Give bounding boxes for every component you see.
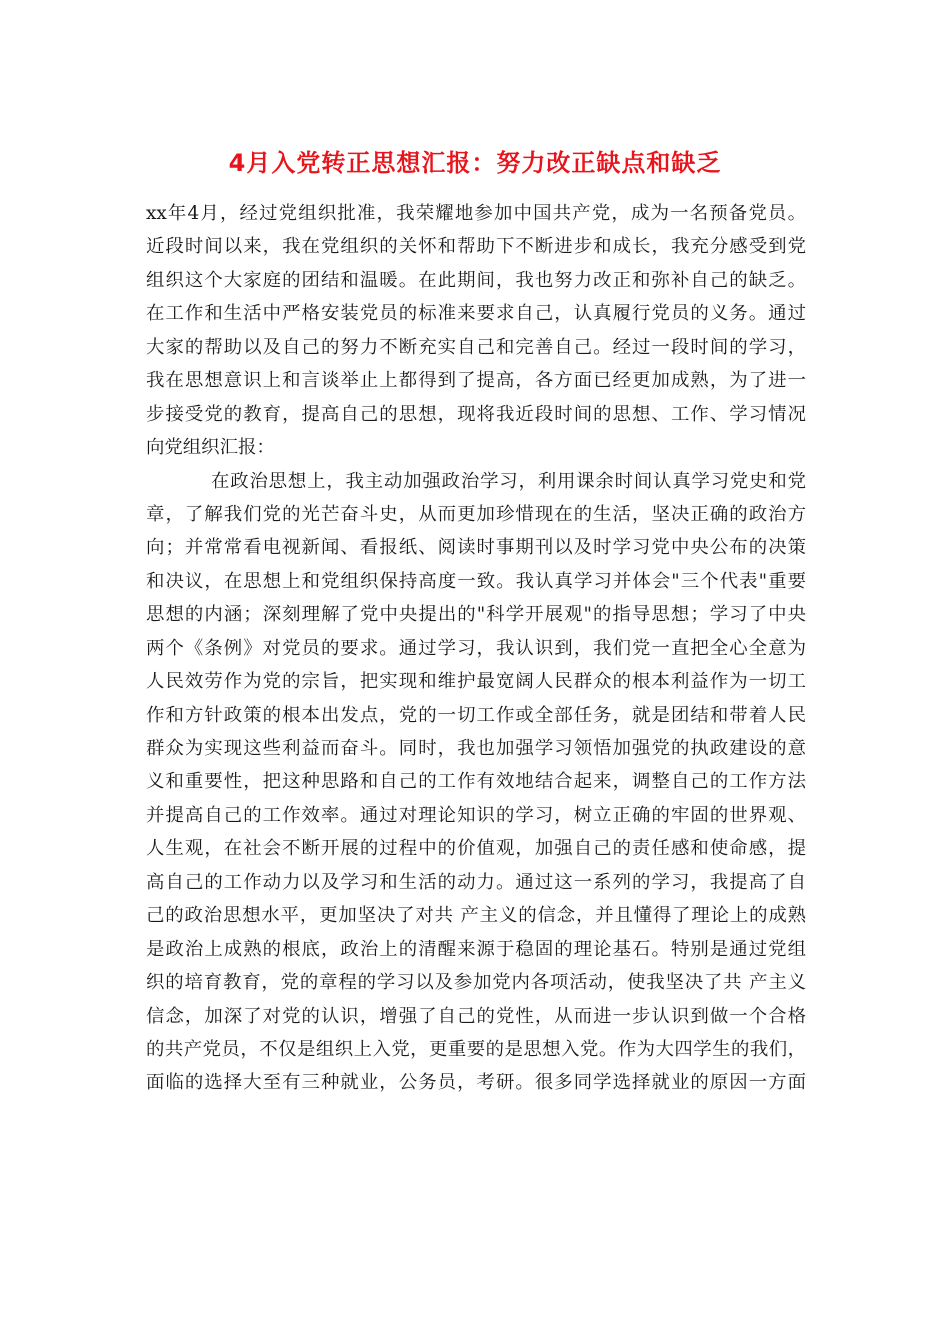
body-line: 两个《条例》对党员的要求。通过学习，我认识到，我们党一直把全心全意为 bbox=[146, 637, 806, 659]
body-line: 义和重要性，把这种思路和自己的工作有效地结合起来，调整自己的工作方法 bbox=[146, 771, 806, 793]
body-line: 信念，加深了对党的认识，增强了自己的党性，从而进一步认识到做一个合格 bbox=[146, 1005, 806, 1027]
body-line: 大家的帮助以及自己的努力不断充实自己和完善自己。经过一段时间的学习， bbox=[146, 336, 806, 358]
body-line: 高自己的工作动力以及学习和生活的动力。通过这一系列的学习，我提高了自 bbox=[146, 871, 806, 893]
document-title: 4月入党转正思想汇报：努力改正缺点和缺乏 bbox=[228, 149, 722, 177]
body-line: 在工作和生活中严格安装党员的标准来要求自己，认真履行党员的义务。通过 bbox=[146, 303, 806, 325]
body-line: 作和方针政策的根本出发点，党的一切工作或全部任务，就是团结和带着人民 bbox=[146, 704, 806, 726]
body-line: 向；并常常看电视新闻、看报纸、阅读时事期刊以及时学习党中央公布的决策 bbox=[146, 537, 806, 559]
body-line: 是政治上成熟的根底，政治上的清醒来源于稳固的理论基石。特别是通过党组 bbox=[146, 938, 806, 960]
body-line: xx年4月，经过党组织批准，我荣耀地参加中国共产党，成为一名预备党员。 bbox=[146, 203, 806, 224]
body-line: 向党组织汇报： bbox=[146, 437, 275, 459]
body-line: 近段时间以来，我在党组织的关怀和帮助下不断进步和成长，我充分感受到党 bbox=[146, 236, 806, 258]
body-line: 面临的选择大至有三种就业，公务员，考研。很多同学选择就业的原因一方面 bbox=[146, 1072, 806, 1094]
body-line: 和决议，在思想上和党组织保持高度一致。我认真学习并体会"三个代表"重要 bbox=[146, 570, 806, 592]
body-line: 的共产党员，不仅是组织上入党，更重要的是思想入党。作为大四学生的我们， bbox=[146, 1038, 806, 1060]
document-body bbox=[146, 197, 806, 1100]
body-line: 织的培育教育，党的章程的学习以及参加党内各项活动，使我坚决了共 产主义 bbox=[146, 972, 806, 994]
body-line: 并提高自己的工作效率。通过对理论知识的学习，树立正确的牢固的世界观、 bbox=[146, 804, 806, 826]
body-line: 组织这个大家庭的团结和温暖。在此期间，我也努力改正和弥补自己的缺乏。 bbox=[146, 269, 806, 291]
body-line: 章，了解我们党的光芒奋斗史，从而更加珍惜现在的生活，坚决正确的政治方 bbox=[146, 503, 806, 525]
body-line: 己的政治思想水平，更加坚决了对共 产主义的信念，并且懂得了理论上的成熟 bbox=[146, 905, 806, 927]
body-line: 人民效劳作为党的宗旨，把实现和维护最宽阔人民群众的根本利益作为一切工 bbox=[146, 671, 806, 693]
body-line: 群众为实现这些利益而奋斗。同时，我也加强学习领悟加强党的执政建设的意 bbox=[146, 738, 806, 759]
body-line: 思想的内涵；深刻理解了党中央提出的"科学开展观"的指导思想；学习了中央 bbox=[146, 604, 806, 626]
body-line: 我在思想意识上和言谈举止上都得到了提高，各方面已经更加成熟，为了进一 bbox=[146, 370, 806, 392]
paragraph-first-line: 在政治思想上，我主动加强政治学习，利用课余时间认真学习党史和党 bbox=[211, 470, 806, 492]
body-line: 人生观，在社会不断开展的过程中的价值观，加强自己的责任感和使命感，提 bbox=[146, 838, 806, 860]
body-line: 步接受党的教育，提高自己的思想，现将我近段时间的思想、工作、学习情况 bbox=[146, 403, 806, 425]
